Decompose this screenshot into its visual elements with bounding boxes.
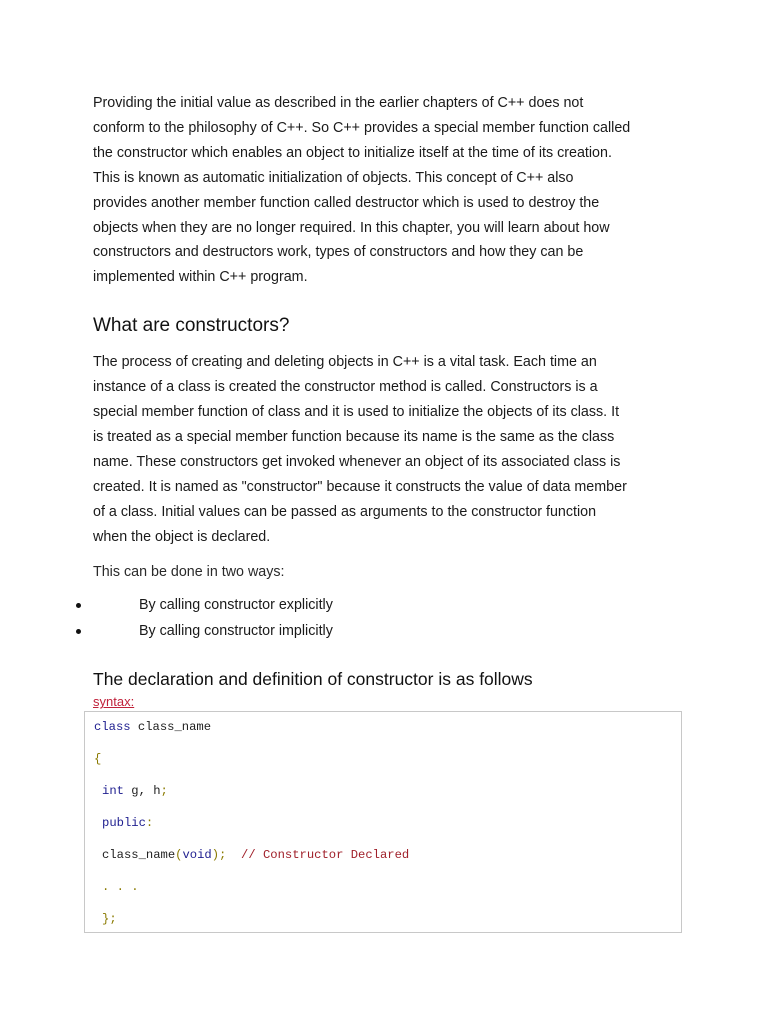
section-heading-declaration: The declaration and definition of constructor is as follows — [93, 669, 533, 690]
intro-line: provides another member function called destructor which is used to destroy the — [93, 194, 600, 211]
intro-line: the constructor which enables an object to initialize itself at the time of its creation. — [93, 144, 612, 161]
code-line-1 — [94, 720, 211, 734]
intro-line: conform to the philosophy of C++. So C++ provides a special member function called — [93, 119, 631, 136]
code-punct: . . . — [102, 880, 139, 894]
code-text: class_name — [102, 848, 176, 862]
code-line-6 — [102, 880, 139, 894]
code-block — [84, 711, 682, 933]
list-item-label: By calling constructor implicitly — [139, 622, 333, 639]
intro-line: constructors and destructors work, types of constructors and how they can be — [93, 244, 584, 261]
ways-list — [93, 593, 683, 644]
code-line-2 — [94, 752, 101, 766]
code-line-3 — [102, 784, 168, 798]
ways-intro: This can be done in two ways: — [93, 563, 285, 580]
code-line-7 — [102, 912, 117, 926]
intro-line: Providing the initial value as described in the earlier chapters of C++ does not — [93, 95, 584, 111]
body-line: instance of a class is created the constructor method is called. Constructors is a — [93, 379, 598, 396]
code-punct: : — [145, 816, 154, 830]
section-heading-constructors: What are constructors? — [93, 315, 290, 337]
body-line: name. These constructors get invoked whenever an object of its associated class is — [93, 453, 621, 470]
code-punct: }; — [102, 912, 117, 926]
intro-paragraph — [93, 91, 683, 290]
document-page — [93, 91, 683, 710]
list-item — [93, 593, 683, 619]
code-text: g, h — [123, 784, 161, 798]
code-punct: ; — [160, 784, 168, 798]
body-line: special member function of class and it is used to initialize the objects of its class. It — [93, 404, 620, 421]
body-line: The process of creating and deleting objects in C++ is a vital task. Each time an — [93, 354, 597, 371]
code-keyword: void — [182, 848, 212, 862]
body-line: created. It is named as "constructor" because it constructs the value of data member — [93, 478, 627, 495]
constructors-paragraph — [93, 350, 683, 549]
code-line-4 — [102, 816, 153, 830]
code-keyword: class — [94, 720, 131, 734]
syntax-link[interactable]: syntax: — [93, 694, 135, 710]
code-text: class_name — [130, 720, 212, 734]
bullet-icon — [76, 629, 81, 634]
list-item-label: By calling constructor explicitly — [139, 597, 333, 614]
code-keyword: public — [102, 816, 146, 830]
body-line: of a class. Initial values can be passed as arguments to the constructor function — [93, 503, 597, 520]
intro-line: objects when they are no longer required. In this chapter, you will learn about how — [93, 219, 610, 236]
body-line: when the object is declared. — [93, 528, 271, 545]
list-item — [93, 619, 683, 645]
intro-line: implemented within C++ program. — [93, 269, 308, 286]
code-punct: { — [94, 752, 102, 766]
intro-line: This is known as automatic initialization of objects. This concept of C++ also — [93, 169, 574, 186]
code-keyword: int — [102, 784, 124, 798]
code-punct: ); — [211, 848, 227, 862]
code-comment: // Constructor Declared — [241, 848, 410, 862]
code-line-5 — [102, 848, 409, 862]
code-punct: ( — [175, 848, 183, 862]
bullet-icon — [76, 603, 81, 608]
body-line: is treated as a special member function because its name is the same as the class — [93, 428, 615, 445]
